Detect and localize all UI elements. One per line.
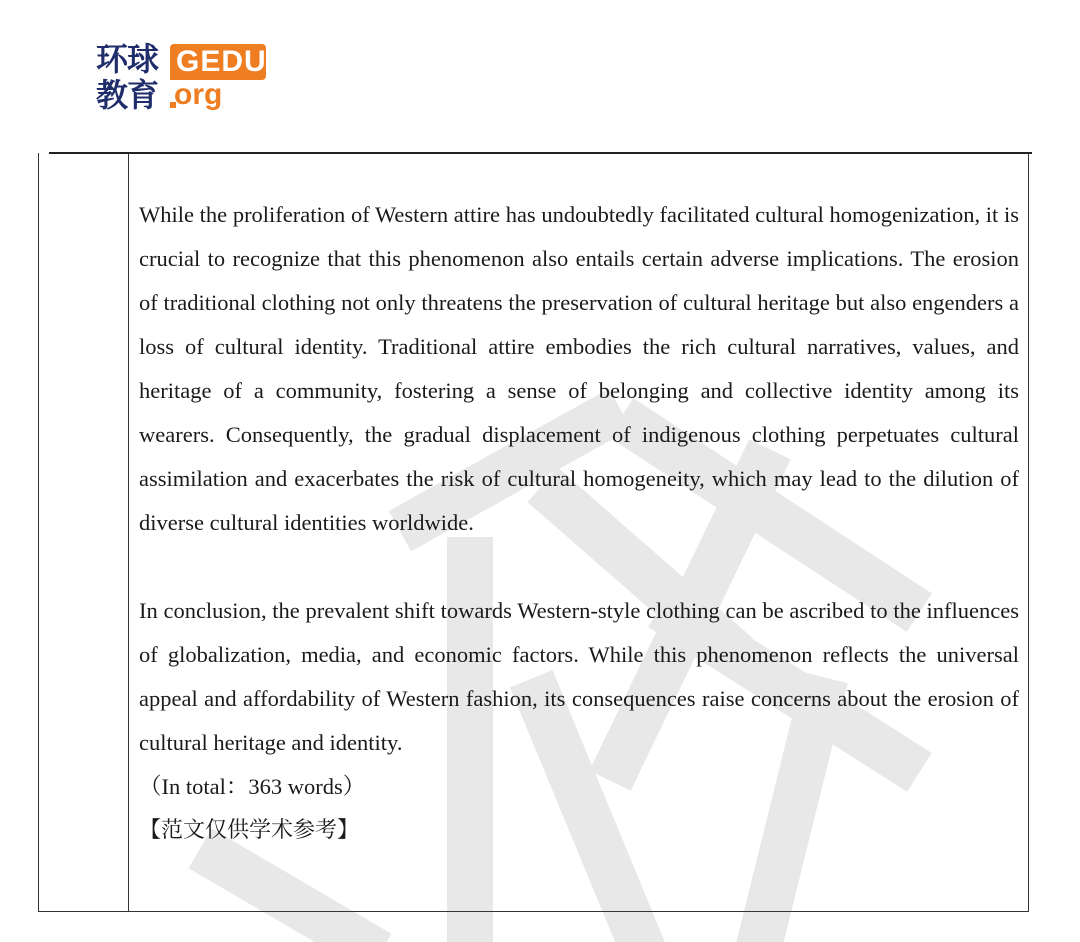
academic-disclaimer: 【范文仅供学术参考】: [139, 818, 360, 843]
logo-cn-line2: 教育: [96, 76, 159, 114]
logo-cn-line1: 环球: [96, 40, 159, 78]
essay-content: [139, 193, 1019, 853]
logo-badge-text: GEDU: [176, 45, 267, 78]
essay-paragraph-1: While the proliferation of Western attire has undoubtedly facilitated cultural homogenization, it is crucial to recognize that this phenomenon also entails certain adverse implications. The erosion of traditional clothing not only threatens the preservation of cultural heritage but also engenders a loss of cultural identity. Traditional attire embodies the rich cultural narratives, values, and heritage of a community, fostering a sense of belonging and collective identity among its wearers. Consequently, the gradual displacement of indigenous clothing perpetuates cultural assimilation and exacerbates the risk of cultural homogeneity, which may lead to the dilution of diverse cultural identities worldwide.: [139, 202, 1019, 535]
gedu-logo: [96, 40, 268, 114]
paragraph-gap: [139, 545, 1019, 589]
word-count: （In total：363 words）: [139, 774, 366, 799]
table-column-divider: [128, 153, 129, 912]
essay-paragraph-2: In conclusion, the prevalent shift towards Western-style clothing can be ascribed to the influences of globalization, media, and economic factors. While this phenomenon reflects the universal appeal and affordability of Western fashion, its consequences raise concerns about the erosion of cultural heritage and identity.: [139, 598, 1019, 755]
logo-org-text: org: [174, 78, 223, 111]
